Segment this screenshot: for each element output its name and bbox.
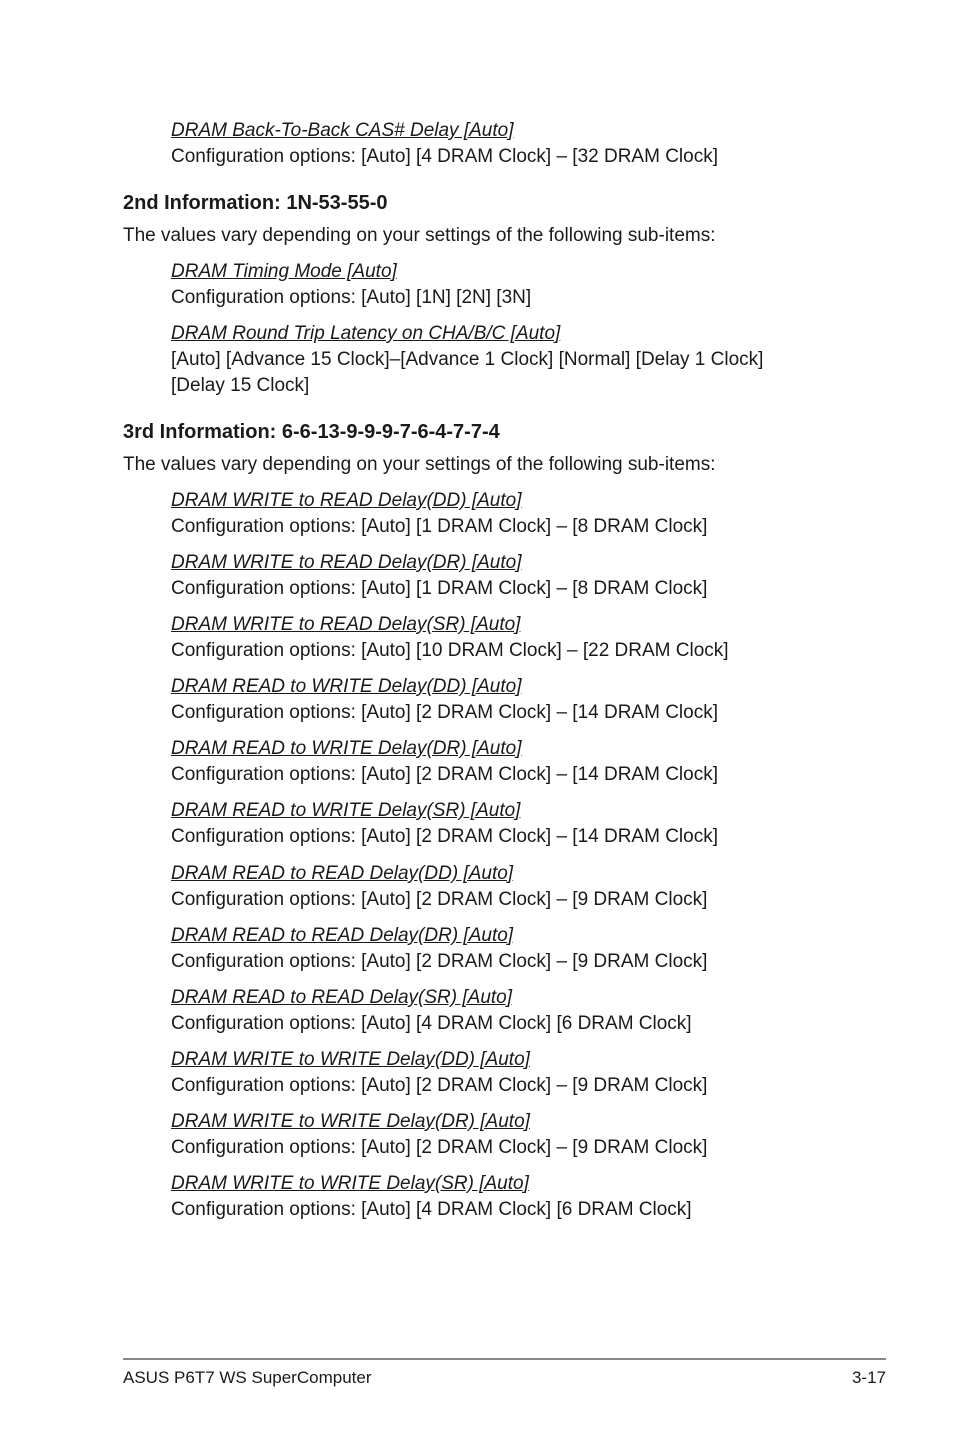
footer-divider [123,1358,886,1360]
setting-options: Configuration options: [Auto] [4 DRAM Clock] [6 DRAM Clock] [171,1199,692,1220]
setting-item [171,985,871,1037]
section-heading-2nd-information: 2nd Information: 1N-53-55-0 [123,192,388,214]
setting-item [171,550,871,602]
setting-options: Configuration options: [Auto] [2 DRAM Clock] – [14 DRAM Clock] [171,764,719,785]
setting-options: Configuration options: [Auto] [2 DRAM Clock] – [9 DRAM Clock] [171,951,708,972]
setting-item [171,798,871,850]
setting-options: Configuration options: [Auto] [2 DRAM Clock] – [9 DRAM Clock] [171,889,708,910]
setting-item [171,1171,871,1223]
setting-item [171,118,871,170]
setting-item [171,1109,871,1161]
setting-item [171,736,871,788]
setting-title: DRAM WRITE to WRITE Delay(SR) [Auto] [171,1173,529,1194]
setting-options: Configuration options: [Auto] [1 DRAM Clock] – [8 DRAM Clock] [171,516,708,537]
setting-title: DRAM Round Trip Latency on CHA/B/C [Auto] [171,323,561,344]
setting-options: [Auto] [Advance 15 Clock]–[Advance 1 Clock] [Normal] [Delay 1 Clock] [Delay 15 Clock] [171,349,764,396]
setting-options: Configuration options: [Auto] [2 DRAM Clock] – [9 DRAM Clock] [171,1075,708,1096]
setting-title: DRAM READ to WRITE Delay(DR) [Auto] [171,738,522,759]
setting-title: DRAM READ to READ Delay(DD) [Auto] [171,863,514,884]
setting-item [171,612,871,664]
setting-title: DRAM WRITE to READ Delay(DD) [Auto] [171,490,522,511]
setting-options: Configuration options: [Auto] [2 DRAM Clock] – [14 DRAM Clock] [171,702,719,723]
section-heading-3rd-information: 3rd Information: 6-6-13-9-9-9-7-6-4-7-7-4 [123,421,500,443]
setting-options: Configuration options: [Auto] [1 DRAM Clock] – [8 DRAM Clock] [171,578,708,599]
setting-options: Configuration options: [Auto] [1N] [2N] [3N] [171,287,532,308]
setting-item [171,259,871,311]
setting-title: DRAM READ to WRITE Delay(DD) [Auto] [171,676,522,697]
footer-product-name: ASUS P6T7 WS SuperComputer [123,1368,372,1387]
footer-page-number: 3-17 [851,1368,886,1387]
section-intro-2nd-information: The values vary depending on your settings of the following sub-items: [123,225,716,246]
setting-options: Configuration options: [Auto] [4 DRAM Clock] – [32 DRAM Clock] [171,146,719,167]
setting-item [171,923,871,975]
setting-title: DRAM WRITE to READ Delay(SR) [Auto] [171,614,521,635]
section-intro-3rd-information: The values vary depending on your settings of the following sub-items: [123,454,716,475]
setting-title: DRAM WRITE to WRITE Delay(DR) [Auto] [171,1111,530,1132]
setting-options: Configuration options: [Auto] [2 DRAM Clock] – [9 DRAM Clock] [171,1137,708,1158]
setting-item [171,861,871,913]
setting-options: Configuration options: [Auto] [4 DRAM Clock] [6 DRAM Clock] [171,1013,692,1034]
setting-item [171,321,791,399]
setting-item [171,674,871,726]
setting-title: DRAM Back-To-Back CAS# Delay [Auto] [171,120,514,141]
setting-title: DRAM READ to READ Delay(DR) [Auto] [171,925,514,946]
setting-title: DRAM WRITE to READ Delay(DR) [Auto] [171,552,522,573]
setting-title: DRAM READ to READ Delay(SR) [Auto] [171,987,513,1008]
setting-title: DRAM READ to WRITE Delay(SR) [Auto] [171,800,521,821]
setting-options: Configuration options: [Auto] [10 DRAM Clock] – [22 DRAM Clock] [171,640,729,661]
setting-title: DRAM Timing Mode [Auto] [171,261,397,282]
setting-options: Configuration options: [Auto] [2 DRAM Clock] – [14 DRAM Clock] [171,826,719,847]
setting-item [171,1047,871,1099]
setting-item [171,488,871,540]
setting-title: DRAM WRITE to WRITE Delay(DD) [Auto] [171,1049,530,1070]
